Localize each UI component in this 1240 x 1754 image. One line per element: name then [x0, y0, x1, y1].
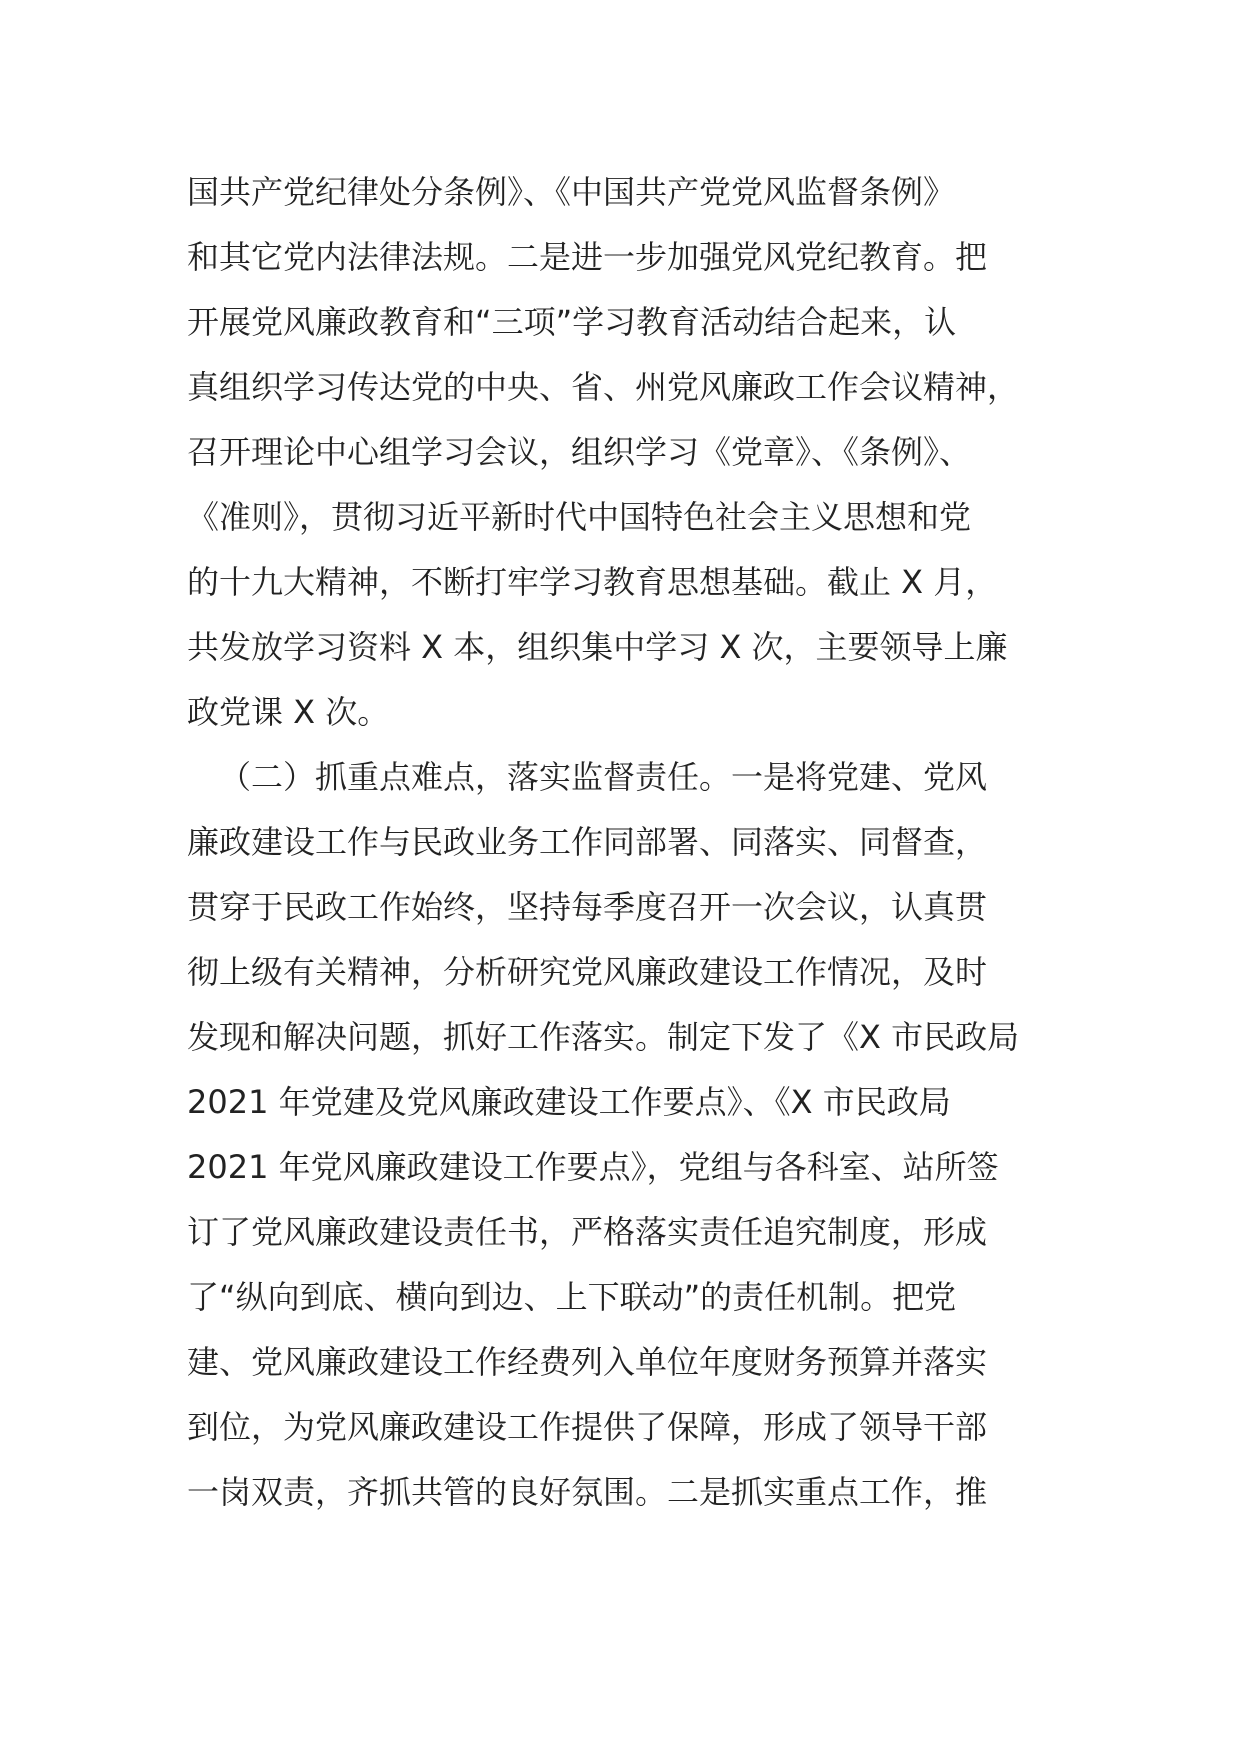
- section-heading-line: （二）抓重点难点，落实监督责任。一是将党建、党风: [219, 758, 988, 796]
- text-line-18: 了“纵向到底、横向到边、上下联动”的责任机制。把党: [187, 1278, 957, 1316]
- text-line-2: 和其它党内法律法规。二是进一步加强党风党纪教育。把: [187, 238, 988, 276]
- text-line-15: 2021 年党建及党风廉政建设工作要点》、《X 市民政局: [187, 1083, 951, 1121]
- text-line-21: 一岗双责，齐抓共管的良好氛围。二是抓实重点工作，推: [187, 1473, 988, 1511]
- text-line-5: 召开理论中心组学习会议，组织学习《党章》、《条例》、: [187, 433, 972, 471]
- text-line-14: 发现和解决问题，抓好工作落实。制定下发了《X 市民政局: [187, 1018, 1020, 1056]
- text-line-13: 彻上级有关精神，分析研究党风廉政建设工作情况，及时: [187, 953, 988, 991]
- text-line-4: 真组织学习传达党的中央、省、州党风廉政工作会议精神，: [187, 368, 1020, 406]
- text-line-20: 到位，为党风廉政建设工作提供了保障，形成了领导干部: [187, 1408, 988, 1446]
- text-line-19: 建、党风廉政建设工作经费列入单位年度财务预算并落实: [187, 1343, 988, 1381]
- text-line-6: 《准则》，贯彻习近平新时代中国特色社会主义思想和党: [187, 498, 972, 536]
- text-line-12: 贯穿于民政工作始终，坚持每季度召开一次会议，认真贯: [187, 888, 988, 926]
- text-line-1: 国共产党纪律处分条例》、《中国共产党党风监督条例》: [187, 173, 956, 211]
- text-line-7: 的十九大精神，不断打牢学习教育思想基础。截止 X 月，: [187, 563, 998, 601]
- text-line-11: 廉政建设工作与民政业务工作同部署、同落实、同督查，: [187, 823, 988, 861]
- text-line-16: 2021 年党风廉政建设工作要点》，党组与各科室、站所签: [187, 1148, 999, 1186]
- text-line-8: 共发放学习资料 X 本，组织集中学习 X 次，主要领导上廉: [187, 628, 1008, 666]
- document-body: [187, 160, 1067, 1525]
- text-line-17: 订了党风廉政建设责任书，严格落实责任追究制度，形成: [187, 1213, 988, 1251]
- text-line-9: 政党课 X 次。: [187, 693, 390, 731]
- text-line-3: 开展党风廉政教育和“三项”学习教育活动结合起来，认: [187, 303, 957, 341]
